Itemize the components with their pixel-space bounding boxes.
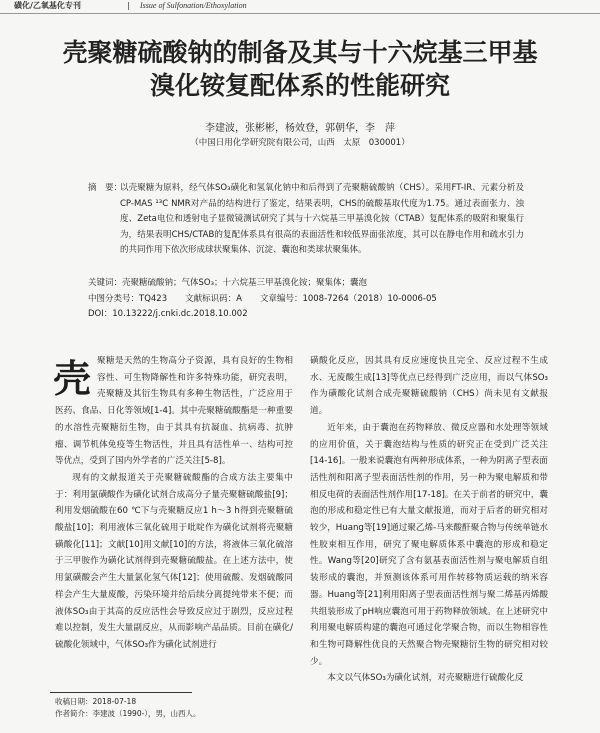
authors: 李建波，张彬彬，杨效登，郭朝华，李 萍 — [205, 123, 395, 134]
clc-number: 中图分类号：TQ423 — [88, 293, 168, 304]
abstract-text: 以壳聚糖为原料，经气体SO₃磺化和氢氧化钠中和后得到了壳聚糖硫酸钠（CHS）。采用FT-IR、元素分析及CP-MAS ¹³C NMR对产品的结构进行了鉴定，结果表明，CHS的硫酸基取代度为1.75。通过表面张力、浊度、Zeta电位和透射电子显微镜测试研究了其与十六烷基三甲基溴化铵（CTAB）复配体系的吸附和聚集行为，结果表明CHS/CTAB的复配体系具有很高的表面活性和较低界面张浓度，其可以在静电作用和疏水引力的共同作用下依次形成球状聚集体、沉淀、囊泡和类球状聚集体。 — [120, 183, 524, 255]
keywords: 关键词：壳聚糖硫酸钠；气体SO₃；十六烷基三甲基溴化铵；聚集体；囊泡 — [88, 278, 367, 288]
body-column-right — [310, 353, 548, 687]
abstract — [88, 181, 524, 259]
received-date: 收稿日期：2018-07-18 — [55, 697, 137, 706]
document-code: 文献标识码：A — [185, 293, 242, 304]
article-meta — [88, 276, 528, 323]
intro-paragraph-3: 磺酸化反应，因其具有反应速度快且完全、反应过程不生成水、无废酸生成[13]等优点已经得到广泛应用，而以气体SO₃作为磺酸化试剂合成壳聚糖硫酸钠（CHS）尚未见有文献报道。 — [310, 356, 548, 417]
intro-paragraph-4: 近年来，由于囊泡在药物释放、微反应器和水处理等领域的应用价值，关于囊泡结构与性质的研究正在受到广泛关注[14-16]。一般来说囊泡有两种形成体系，一种为阴离子型表面活性剂和阳离子型表面活性剂的作用，另一种为聚电解质和带相反电荷的表面活性剂作用[17-18]。在关于前者的研究中，囊泡的形成和稳定性已有大量文献报道，而对于后者的研究相对较少，Huang等[19]通过聚乙烯-马来酸酐聚合物与传统单链水性胶束相互作用，研究了聚电解质体系中囊泡的形成和稳定性。Wang等[20]研究了含有氨基表面活性剂与聚电解质自组装形成的囊泡，并预测该体系可用作转移物质运载的纳米容器。Huang等[21]利用阳离子型表面活性剂与聚二烯基丙烯酸共组装形成了pH响应囊泡可用于药物释放领域。在上述研究中利用聚电解质构建的囊泡可通过化学聚合物，而以生物相容性和生物可降解性优良的天然聚合物壳聚糖衍生物的研究相对较少。 — [310, 422, 548, 667]
issue-name: Issue of Sulfonation/Ethoxylation — [140, 1, 247, 10]
doi: DOI：10.13222/j.cnki.dc.2018.10.002 — [88, 309, 248, 319]
classification-row — [88, 292, 528, 308]
abstract-label: 摘 要： — [88, 183, 123, 193]
running-header — [0, 0, 600, 14]
journal-name: 磺化/乙氧基化专刊 — [14, 1, 81, 10]
title-line-1: 壳聚糖硫酸钠的制备及其与十六烷基三甲基 — [62, 38, 538, 67]
author-bio: 作者简介：李建波（1990-），男，山西人。 — [55, 709, 201, 718]
title-line-2: 溴化铵复配体系的性能研究 — [149, 71, 450, 100]
intro-paragraph-1 — [55, 353, 293, 470]
intro-paragraph-1-text: 聚糖是天然的生物高分子资源，具有良好的生物相容性、可生物降解性和许多特殊功能，研究表明，壳聚糖及其衍生物具有多种生物活性，广泛应用于医药、食品、日化等领域[1-4]。其中壳聚糖硫酸酯是一种重要的水溶性壳聚糖衍生物，由于其具有抗凝血、抗病毒、抗肿瘤、调节机体免疫等生物活性，并且具有活性单一、结构可控等优点，受到了国内外学者的广泛关注[5-8]。 — [55, 356, 293, 467]
intro-paragraph-5: 本文以气体SO₃为磺化试剂，对壳聚糖进行硫酸化反 — [327, 673, 524, 684]
article-number: 文章编号：1008-7264（2018）10-0006-05 — [259, 293, 437, 304]
body-column-left — [55, 353, 293, 654]
affiliation: （中国日用化学研究院有限公司，山西 太原 030001） — [190, 138, 410, 148]
intro-paragraph-2: 现有的文献报道关于壳聚糖硫酸酯的合成方法主要集中于：利用氯磺酸作为磺化试剂合成高分子量壳聚糖硫酸盐[9]；利用发烟硫酸在60 ℃下与壳聚糖反应1 h～3 h得到壳聚糖硫酸盐[10]；利用液体三氧化硫用于吡啶作为磺化试剂将壳聚糖磺酸化[11]；文献[10]用文献[10]的方法，将液体三氧化硫溶于三甲胺作为磺化试剂得到壳聚糖硫酸盐。在上述方法中，使用氯磺酸会产生大量氯化氢气体[12]；使用硫酸、发烟硫酸同样会产生大量废酸，污染环境并给后续分离提纯带来不便；而液体SO₃由于其高的反应活性会导致反应过于剧烈，反应过程难以控制，发生大量副反应，从而影响产品品质。目前在磺化/硫酸化领域中，气体SO₃作为磺化试剂进行 — [55, 472, 293, 650]
header-separator: | — [127, 1, 130, 10]
paper-title — [20, 36, 580, 102]
footnote — [55, 696, 355, 720]
drop-cap: 壳 — [53, 357, 92, 401]
footnote-rule — [50, 692, 192, 693]
